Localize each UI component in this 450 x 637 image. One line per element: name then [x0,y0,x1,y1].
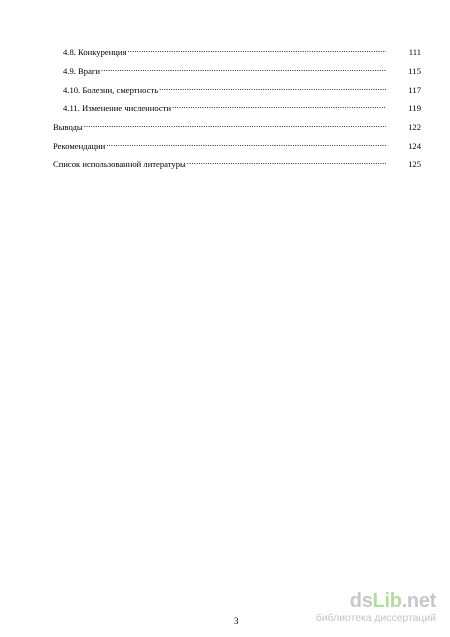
toc-entry-label: Выводы [53,122,83,132]
toc-entry[interactable] [63,43,421,55]
dslib-watermark[interactable] [315,590,436,630]
toc-entry[interactable] [63,62,421,74]
toc-entry-page: 122 [408,122,421,132]
toc-entry-label: Список использованной литературы [53,159,186,169]
toc-entry-label: 4.10. Болезни, смертность [63,85,159,95]
dot-leader [84,118,386,130]
dot-leader [187,155,386,167]
toc-entry[interactable] [63,81,421,93]
dot-leader [159,81,386,93]
table-of-contents [0,0,450,180]
dot-leader [127,43,386,55]
watermark-logo [350,590,436,612]
dot-leader [106,137,386,149]
toc-entry[interactable] [63,99,421,111]
page-number: 3 [234,616,239,626]
watermark-logo-ds: ds [349,590,373,612]
watermark-logo-net: .net [401,590,436,612]
toc-entry-page: 111 [408,47,421,57]
toc-entry-label: 4.9. Враги [63,66,101,76]
toc-entry-page: 125 [408,159,421,169]
toc-entry-page: 119 [408,103,421,113]
watermark-logo-lib: Lib [372,590,402,612]
toc-entry-page: 117 [408,85,421,95]
toc-entry-label: 4.11. Изменение численности [63,103,172,113]
toc-entry[interactable] [53,137,421,149]
toc-entry[interactable] [53,155,421,167]
toc-entry-page: 115 [408,66,421,76]
dot-leader [101,62,386,74]
toc-entry[interactable] [53,118,421,130]
toc-entry-label: 4.8. Конкуренция [63,47,127,57]
dot-leader [172,99,386,111]
toc-entry-page: 124 [408,141,421,151]
toc-entry-label: Рекомендации [53,141,106,151]
watermark-tagline: библиотека диссертаций [315,613,436,624]
